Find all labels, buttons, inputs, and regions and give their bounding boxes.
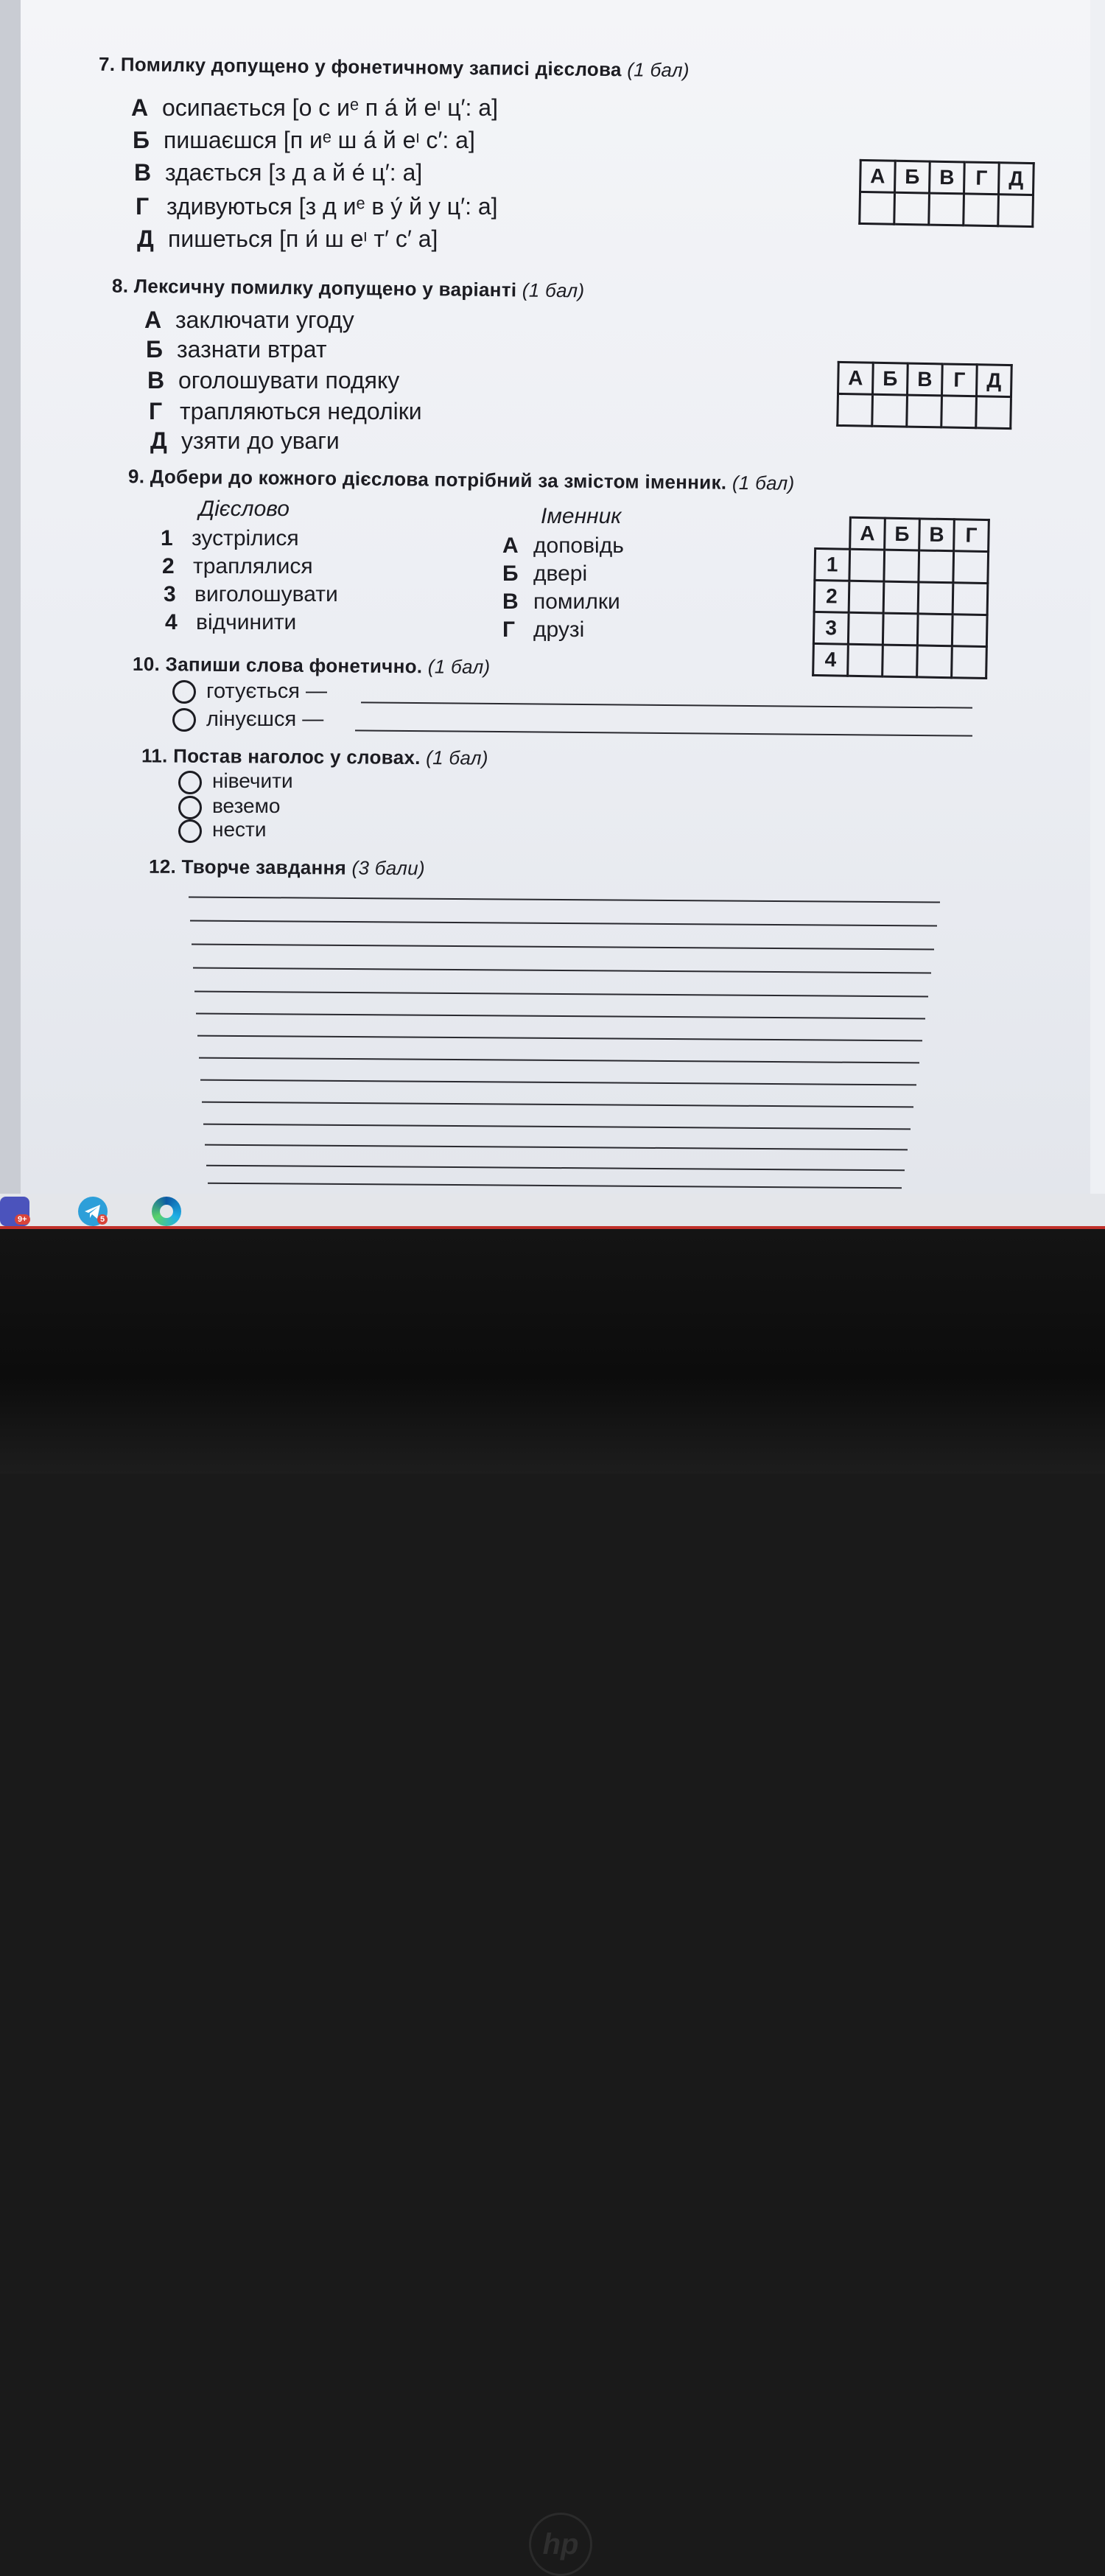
radio-circle-icon[interactable] <box>178 771 202 794</box>
grid-answer-cell[interactable] <box>917 614 953 646</box>
q9-noun-letter: Г <box>502 617 516 642</box>
grid-header: Б <box>873 363 908 395</box>
q7-option-a <box>131 94 498 122</box>
q8-title-text: 8. Лексичну помилку допущено у варіанті <box>111 274 517 301</box>
edge-icon-center <box>160 1205 173 1218</box>
q10-title <box>133 653 491 679</box>
q7-title-text: 7. Помилку допущено у фонетичному записі дієслова <box>98 52 622 81</box>
grid-answer-cell[interactable] <box>964 194 999 226</box>
answer-line[interactable] <box>355 729 972 736</box>
writing-line[interactable] <box>205 1144 908 1151</box>
grid-answer-cell[interactable] <box>919 550 954 583</box>
q9-verb-num: 4 <box>165 610 178 634</box>
writing-line[interactable] <box>203 1124 911 1130</box>
q9-column-noun: Іменник <box>541 504 622 528</box>
q7-option-text: пишаєшся [п иᵉ ш а́ й еᶦ с′: а] <box>164 127 475 153</box>
q7-option-text: осипається [о с иᵉ п а́ й еᶦ ц′: а] <box>162 94 498 121</box>
writing-line[interactable] <box>202 1102 913 1108</box>
grid-answer-cell[interactable] <box>883 645 918 677</box>
q10-item-text: готується — <box>206 679 327 703</box>
q9-noun-text: друзі <box>533 617 585 642</box>
document-page <box>21 0 1090 1194</box>
grid-header: В <box>930 161 965 194</box>
q9-verb-3 <box>164 582 338 607</box>
q9-noun-h <box>502 617 584 643</box>
grid-answer-cell[interactable] <box>848 612 883 645</box>
grid-header: Г <box>954 519 989 552</box>
q8-option-a <box>144 307 354 334</box>
grid-header: А <box>850 517 885 550</box>
grid-answer-cell[interactable] <box>952 646 987 679</box>
q7-option-v <box>134 159 422 186</box>
q7-option-text: здається [з д а й е́ ц′: а] <box>165 159 423 186</box>
hp-logo: hp <box>529 2513 592 2576</box>
grid-corner <box>815 517 851 549</box>
q8-option-d <box>150 427 340 455</box>
grid-row-header: 3 <box>813 612 849 644</box>
q9-score: (1 бал) <box>732 471 795 494</box>
grid-header: А <box>860 160 896 192</box>
grid-answer-cell[interactable] <box>849 581 884 613</box>
grid-header: В <box>908 363 943 396</box>
writing-line[interactable] <box>193 967 931 974</box>
grid-header: Д <box>998 163 1034 195</box>
grid-answer-cell[interactable] <box>838 393 873 426</box>
grid-header: Г <box>941 364 977 396</box>
writing-line[interactable] <box>189 896 940 903</box>
q11-title-text: 11. Постав наголос у словах. <box>141 744 421 769</box>
writing-line[interactable] <box>200 1079 916 1086</box>
q9-verb-text: виголошувати <box>194 582 338 606</box>
laptop-bezel <box>0 1229 1105 2561</box>
writing-line[interactable] <box>206 1165 905 1172</box>
q8-option-letter: Д <box>150 427 167 454</box>
q7-option-text: здивуються [з д иᵉ в у́ й у ц′: а] <box>166 193 498 220</box>
q9-noun-b <box>502 561 587 587</box>
q9-verb-4 <box>165 610 296 635</box>
q8-option-text: заключати угоду <box>175 307 354 333</box>
q8-score: (1 бал) <box>522 279 585 302</box>
q9-noun-text: двері <box>533 561 588 586</box>
grid-answer-cell[interactable] <box>849 549 885 581</box>
window-left-gap <box>0 0 21 1194</box>
q9-title <box>128 465 795 494</box>
q8-title <box>112 275 585 303</box>
grid-header: Г <box>964 162 999 195</box>
radio-circle-icon[interactable] <box>178 796 202 819</box>
telegram-badge: 5 <box>97 1214 108 1225</box>
q7-option-h <box>136 193 498 220</box>
q10-title-text: 10. Запиши слова фонетично. <box>132 652 423 678</box>
q9-title-text: 9. Добери до кожного дієслова потрібний за змістом іменник. <box>127 465 727 494</box>
teams-badge: 9+ <box>15 1214 30 1225</box>
q7-option-letter: А <box>131 94 149 121</box>
grid-row-header: 4 <box>813 643 849 676</box>
q7-option-letter: Д <box>137 225 154 252</box>
q8-option-letter: В <box>147 367 165 393</box>
q12-title-text: 12. Творче завдання <box>148 855 347 879</box>
grid-header: Д <box>976 365 1011 397</box>
q10-item-2 <box>172 707 323 732</box>
grid-row-header: 1 <box>815 548 850 581</box>
grid-header: Б <box>885 518 920 550</box>
q7-option-letter: Г <box>136 193 150 220</box>
grid-answer-cell[interactable] <box>883 613 918 645</box>
q7-option-letter: В <box>134 159 152 186</box>
grid-answer-cell[interactable] <box>941 396 977 428</box>
q7-option-b <box>133 127 475 154</box>
grid-answer-cell[interactable] <box>894 192 930 225</box>
q7-option-letter: Б <box>133 127 150 153</box>
taskbar <box>0 1194 1105 1229</box>
q8-option-b <box>146 336 326 363</box>
q11-score: (1 бал) <box>426 746 488 769</box>
q9-noun-a <box>502 533 624 559</box>
q8-option-text: зазнати втрат <box>177 336 327 363</box>
q12-score: (3 бали) <box>351 856 426 880</box>
radio-circle-icon[interactable] <box>178 819 202 843</box>
q8-option-text: узяти до уваги <box>181 427 340 454</box>
grid-header: В <box>919 519 955 551</box>
writing-line[interactable] <box>199 1057 919 1064</box>
monitor-screen <box>0 0 1105 1229</box>
q11-item-text: нівечити <box>212 769 293 792</box>
grid-answer-cell[interactable] <box>884 550 919 582</box>
q9-verb-num: 1 <box>161 526 173 550</box>
grid-answer-cell[interactable] <box>976 396 1011 429</box>
grid-answer-cell[interactable] <box>953 551 989 584</box>
grid-answer-cell[interactable] <box>929 193 964 225</box>
radio-circle-icon[interactable] <box>172 708 196 732</box>
q7-score: (1 бал) <box>627 58 690 82</box>
q9-noun-letter: А <box>502 533 519 558</box>
grid-row-header: 2 <box>814 580 849 612</box>
q7-title <box>99 53 690 82</box>
grid-header: Б <box>895 161 930 193</box>
q11-item-3 <box>178 818 267 843</box>
q10-item-1 <box>172 679 327 704</box>
q9-noun-v <box>502 589 620 615</box>
q7-answer-grid <box>858 159 1035 228</box>
writing-line[interactable] <box>208 1183 902 1189</box>
q8-option-h <box>149 398 422 425</box>
writing-line[interactable] <box>192 943 934 950</box>
q9-verb-text: траплялися <box>193 554 313 578</box>
q11-item-text: нести <box>212 818 267 841</box>
q12-title <box>149 855 425 881</box>
grid-answer-cell[interactable] <box>907 395 942 427</box>
q8-option-letter: Г <box>149 398 163 424</box>
q11-item-2 <box>178 794 280 819</box>
q9-verb-text: зустрілися <box>192 526 299 550</box>
grid-answer-cell[interactable] <box>860 192 895 224</box>
q11-item-1 <box>178 769 293 794</box>
writing-line[interactable] <box>190 920 937 926</box>
q9-verb-text: відчинити <box>196 610 297 634</box>
q9-noun-letter: В <box>502 589 519 614</box>
q9-verb-num: 3 <box>164 582 176 606</box>
q8-option-letter: Б <box>146 336 163 363</box>
grid-answer-cell[interactable] <box>917 645 953 678</box>
q9-noun-letter: Б <box>502 561 519 586</box>
writing-line[interactable] <box>197 1035 922 1042</box>
grid-answer-cell[interactable] <box>848 644 883 676</box>
q10-item-text: лінуєшся — <box>206 707 324 731</box>
grid-answer-cell[interactable] <box>872 394 908 427</box>
grid-answer-cell[interactable] <box>952 615 987 647</box>
grid-answer-cell[interactable] <box>918 582 953 615</box>
writing-line[interactable] <box>194 991 928 998</box>
grid-header: А <box>838 362 874 394</box>
q9-answer-grid <box>812 516 990 679</box>
q9-verb-2 <box>162 554 313 579</box>
q7-option-d <box>137 225 438 253</box>
q9-column-verb: Дієслово <box>199 497 290 521</box>
edge-icon[interactable] <box>152 1197 181 1226</box>
q7-option-text: пишеться [п и́ ш еᶦ т′ с′ а] <box>168 225 438 252</box>
q9-noun-text: помилки <box>533 589 620 614</box>
writing-line[interactable] <box>196 1013 925 1020</box>
q10-score: (1 бал) <box>427 655 491 679</box>
q8-option-text: трапляються недоліки <box>180 398 422 424</box>
answer-line[interactable] <box>361 701 972 708</box>
grid-answer-cell[interactable] <box>998 195 1034 227</box>
q9-noun-text: доповідь <box>533 533 624 558</box>
q9-verb-1 <box>161 526 299 551</box>
q8-answer-grid <box>836 361 1013 430</box>
grid-answer-cell[interactable] <box>883 581 919 614</box>
q11-title <box>141 744 488 769</box>
q8-option-letter: А <box>144 307 162 333</box>
q8-option-text: оголошувати подяку <box>178 367 400 393</box>
q8-option-v <box>147 367 399 394</box>
grid-answer-cell[interactable] <box>953 583 988 615</box>
q9-verb-num: 2 <box>162 554 175 578</box>
q11-item-text: веземо <box>212 794 281 817</box>
radio-circle-icon[interactable] <box>172 680 196 704</box>
